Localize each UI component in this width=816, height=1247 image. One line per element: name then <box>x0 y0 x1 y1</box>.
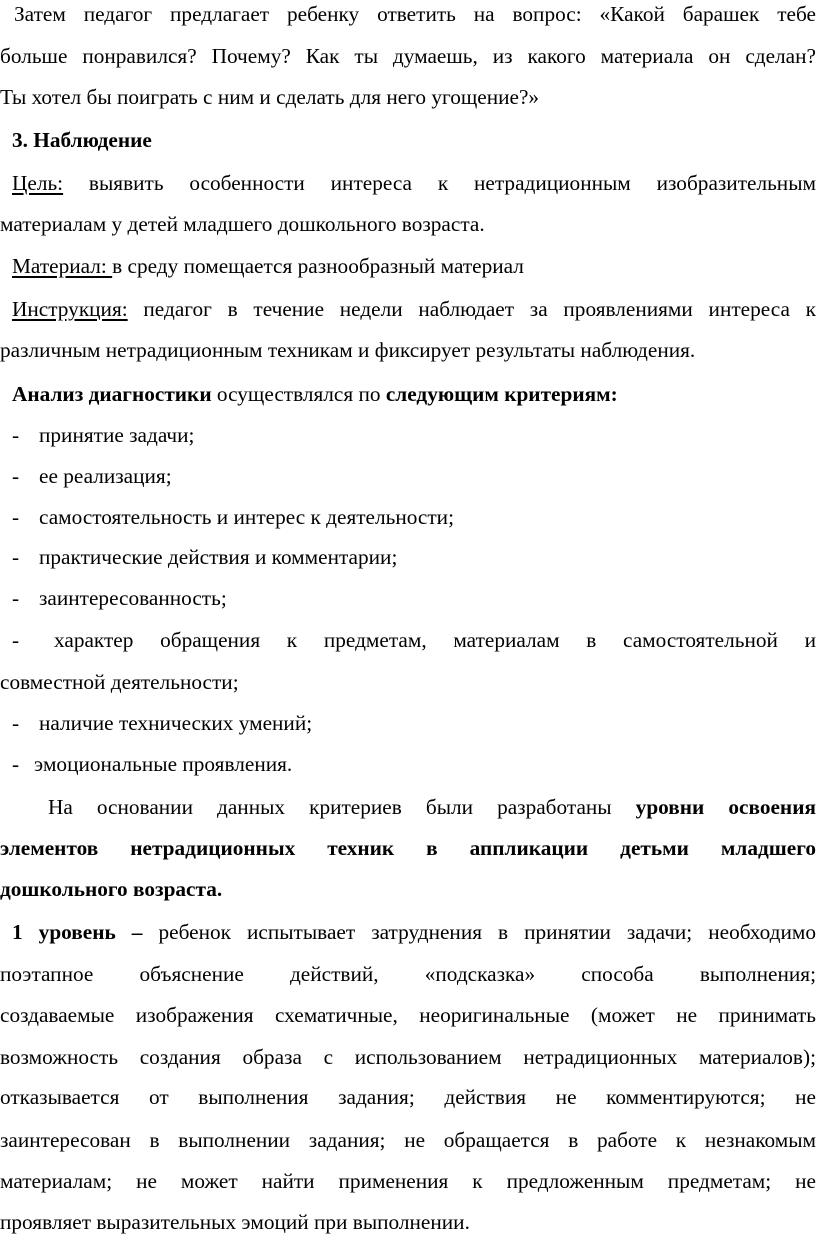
level1-line: отказывается от выполнения задания; действия не комментируются; не <box>0 1085 816 1109</box>
material-line: Материал: в среду помещается разнообразный материал <box>12 254 524 278</box>
criteria-item: - самостоятельность и интерес к деятельности; <box>12 505 454 529</box>
level1-line: создаваемые изображения схематичные, неоригинальные (может не принимать <box>0 1003 816 1027</box>
levels-intro-line: элементов нетрадиционных техник в аппликации детьми младшего <box>0 836 816 860</box>
instruction-label: Инструкция: <box>12 297 128 321</box>
level1-line: 1 уровень – ребенок испытывает затруднения в принятии задачи; необходимо <box>12 920 816 944</box>
criteria-item: - наличие технических умений; <box>12 711 313 735</box>
level1-line: материалам; не может найти применения к предложенным предметам; не <box>0 1169 816 1193</box>
material-label: Материал: <box>12 254 113 278</box>
criteria-item: - характер обращения к предметам, материалам в самостоятельной и <box>12 628 816 652</box>
section-heading: 3. Наблюдение <box>12 128 152 152</box>
level1-line: заинтересован в выполнении задания; не обращается в работе к незнакомым <box>0 1128 816 1152</box>
paragraph-line: больше понравился? Почему? Как ты думаешь, из какого материала он сделан? <box>0 44 816 68</box>
analysis-line: Анализ диагностики осуществлялся по следующим критериям: <box>12 382 618 406</box>
instruction-line: различным нетрадиционным техникам и фиксирует результаты наблюдения. <box>0 338 696 362</box>
level1-line: возможность создания образа с использованием нетрадиционных материалов); <box>0 1045 816 1069</box>
goal-line: Цель: выявить особенности интереса к нетрадиционным изобразительным <box>12 171 816 195</box>
criteria-item: - практические действия и комментарии; <box>12 545 398 569</box>
criteria-item: совместной деятельности; <box>0 670 239 694</box>
level1-line: поэтапное объяснение действий, «подсказка» способа выполнения; <box>0 962 816 986</box>
goal-line: материалам у детей младшего дошкольного возраста. <box>0 212 485 236</box>
criteria-item: - эмоциональные проявления. <box>12 752 293 776</box>
instruction-line: Инструкция: педагог в течение недели наблюдает за проявлениями интереса к <box>12 297 816 321</box>
paragraph-line: Ты хотел бы поиграть с ним и сделать для него угощение?» <box>0 85 540 109</box>
level1-line: проявляет выразительных эмоций при выполнении. <box>0 1210 470 1234</box>
level1-label: 1 уровень – <box>12 920 143 944</box>
criteria-item: - ее реализация; <box>12 464 172 488</box>
criteria-item: - принятие задачи; <box>12 423 195 447</box>
criteria-item: - заинтересованность; <box>12 586 227 610</box>
paragraph-line: Затем педагог предлагает ребенку ответить на вопрос: «Какой барашек тебе <box>14 2 816 26</box>
goal-label: Цель: <box>12 171 64 195</box>
levels-intro-line: На основании данных критериев были разработаны уровни освоения <box>48 795 816 819</box>
levels-intro-line: дошкольного возраста. <box>0 877 223 901</box>
